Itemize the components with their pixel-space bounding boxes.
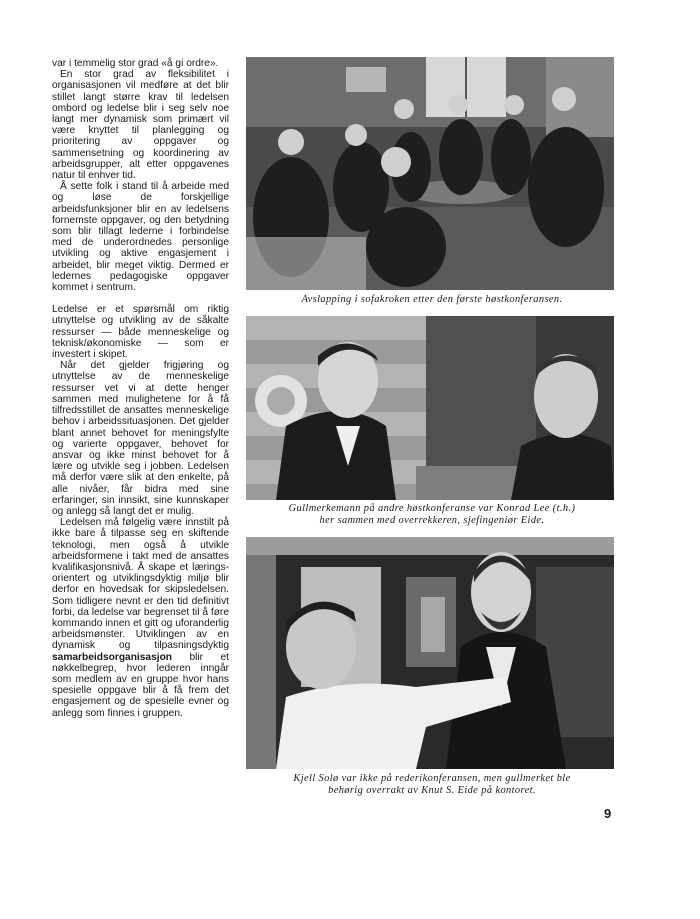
caption-line: her sammen med overrekkeren, sjefingeniør Eide. xyxy=(319,515,545,527)
paragraph: var i temmelig stor grad «å gi ordre». xyxy=(52,58,219,69)
bold-term: samarbeidsorganisasjon xyxy=(52,651,173,663)
photo-caption xyxy=(246,503,618,528)
paragraph: En stor grad av fleksibilitet i organisasjonen vil medføre at det blir stillet langt større krav til ledelsen ombord og ledelse blir i seg selv noe langt mer dynamisk som primært vil være knyttet til planlegging og prioritering av oppgaver og sammensetning og koordinering av arbeidsgrupper, alt etter oppgavenes natur til enhver tid. xyxy=(52,69,229,182)
paragraph-text: Ledelsen må følgelig være innstilt på ikke bare å tilpasse seg en skiftende teknologi, men også å utvikle arbeidsformene i takt med de ansattes kvalifikasjonsnivå. Å skape et læringsorientert og utviklingsdyktig miljø blir derfor en hovedsak for skipsledelsen. Som tidligere nevnt er den tid definitivt forbi, da ledelse var begrenset til å føre kommando innen et gitt og uforanderlig arbeidsmønster. Utviklingen av en dynamisk og tilpasningsdyktig xyxy=(52,517,229,652)
photo-gold-medal-conference xyxy=(246,316,614,500)
caption-line: behørig overrakt av Knut S. Eide på kontoret. xyxy=(328,785,536,797)
paragraph: Ledelse er et spørsmål om riktig utnyttelse og utvikling av de såkalte ressurser — både menneskelige og teknisk/økonomiske — som er investert i skipet. xyxy=(52,304,229,361)
paragraph xyxy=(52,517,229,719)
page-number: 9 xyxy=(604,806,612,821)
paragraph: Når det gjelder frigjøring og utnyttelse av de menneskelige ressurser vet vi at dette henger sammen med mulighetene for å få tilfredsstillet de ansattes menneskelige behov i arbeidssituasjonen. Det gjelder blant annet behovet for meningsfylte og varierte oppgaver, behovet for ansvar og ikke minst behovet for å lære og utvikle seg i jobben. Ledelsen må derfor være slik at den enkelte, på alle nivåer, får bidra med sine erfaringer, sin innsikt, sine kunnskaper og anlegg så langt det er mulig. xyxy=(52,360,229,517)
photo-caption xyxy=(246,773,618,798)
photo-caption: Avslapping i sofakroken etter den første høstkonferansen. xyxy=(301,294,563,305)
caption-line: Kjell Solø var ikke på rederikonferansen, men gullmerket ble xyxy=(293,773,571,784)
caption-line: Gullmerkemann på andre høstkonferanse var Konrad Lee (t.h.) xyxy=(288,503,576,514)
paragraph: Å sette folk i stand til å arbeide med og løse de forskjellige arbeidsfunksjoner blir en av ledelsens fornemste oppgaver, og den betydning som blir tillagt lederne i forbindelse med de underordnedes personlige utvikling og aktive engasjement i arbeidet, blir meget viktig. Dermed er ledernes pedagogiske oppgaver kommet i sentrum. xyxy=(52,181,229,294)
paragraph-text: blir et nøkkelbegrep, hvor lederen inngår som medlem av en gruppe hvor hans spesielle oppgave blir å få frem det engasjement og de spesielle evner og anlegg som finnes i gruppen. xyxy=(52,651,229,719)
photo-sofa-corner-group xyxy=(246,57,614,290)
article-text-column xyxy=(52,58,229,719)
photo-pin-presentation xyxy=(246,537,614,769)
